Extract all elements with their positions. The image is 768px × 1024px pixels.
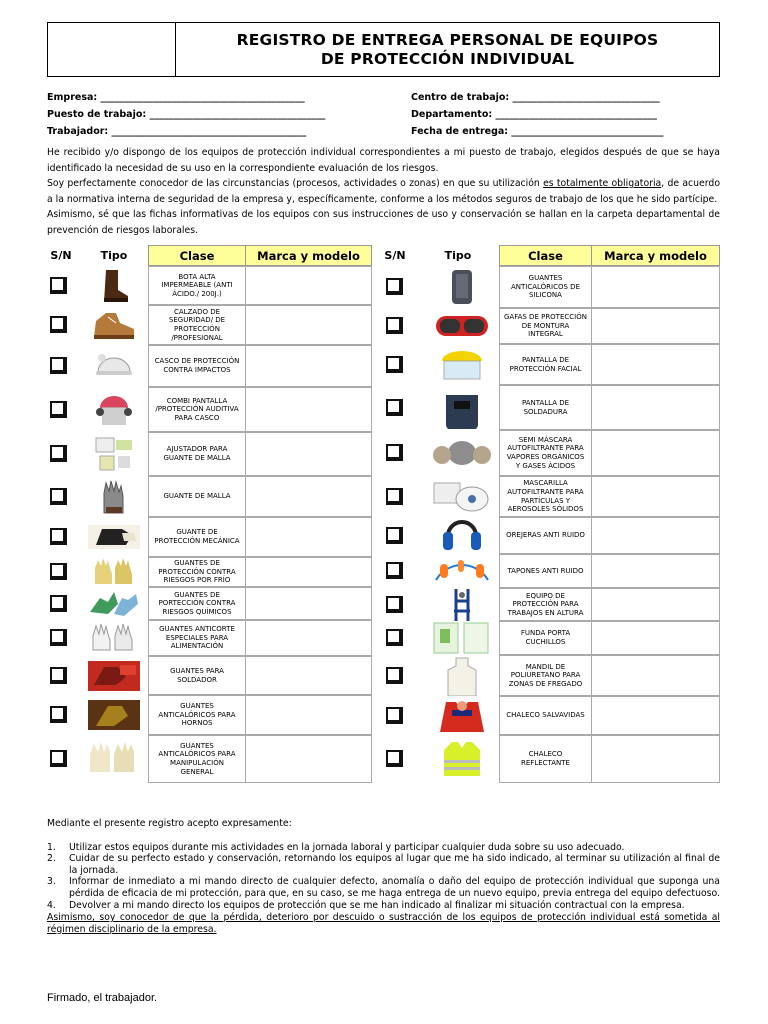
- checkbox-right-12[interactable]: [386, 750, 403, 767]
- checkbox-left-8[interactable]: [50, 595, 67, 612]
- dust-mask-icon: [428, 478, 496, 515]
- checkbox-left-9[interactable]: [50, 629, 67, 646]
- puesto-field[interactable]: Puesto de trabajo: _____________________________________: [47, 109, 326, 120]
- marca-modelo-input[interactable]: [245, 476, 372, 517]
- sn-header-right: S/N: [384, 249, 406, 262]
- clase-cell: GUANTES ANTICALÓRICOS PARA MANIPULACIÓN GENERAL: [148, 735, 246, 783]
- clase-cell: CASCO DE PROTECCIÓN CONTRA IMPACTOS: [148, 345, 246, 387]
- intro-paragraph-1: He recibido y/o dispongo de los equipos de protección individual correspondientes a mi puesto de trabajo, elegidos después de que se haya identificado la necesidad de su uso en la correspondiente evaluación de los riesgos.: [47, 147, 720, 174]
- checkbox-right-2[interactable]: [386, 356, 403, 373]
- marca-modelo-input[interactable]: [591, 517, 720, 554]
- clase-cell: FUNDA PORTA CUCHILLOS: [499, 621, 592, 655]
- earplugs-icon: [428, 556, 496, 586]
- marca-header-right: Marca y modelo: [591, 245, 720, 266]
- earmuffs-icon: [428, 519, 496, 552]
- checkbox-right-0[interactable]: [386, 278, 403, 295]
- checkbox-right-1[interactable]: [386, 317, 403, 334]
- helmet-shield-icon: [84, 389, 144, 430]
- checkbox-left-5[interactable]: [50, 488, 67, 505]
- clase-cell: GUANTES PARA SOLDADOR: [148, 656, 246, 695]
- clase-cell: GUANTES ANTICORTE ESPECIALES PARA ALIMENTACIÓN: [148, 620, 246, 656]
- acceptance-item: 3. Informar de inmediato a mi mando directo de cualquier defecto, anomalía o daño del equipo de protección individual que suponga una pérdida de eficacia de mi protección, para que, en su caso, se me haga entrega de un nuevo equipo, previa entrega del equipo defectuoso.: [47, 876, 720, 899]
- checkbox-left-0[interactable]: [50, 277, 67, 294]
- checkbox-right-6[interactable]: [386, 527, 403, 544]
- checkbox-right-5[interactable]: [386, 488, 403, 505]
- marca-modelo-input[interactable]: [591, 430, 720, 476]
- clase-cell: BOTA ALTA IMPERMEABLE (ANTI ÁCIDO./ 200J.): [148, 266, 246, 305]
- fecha-field[interactable]: Fecha de entrega: ________________________________: [411, 126, 664, 137]
- welding-mask-icon: [428, 387, 496, 428]
- shoe-icon: [84, 307, 144, 343]
- checkbox-right-3[interactable]: [386, 399, 403, 416]
- harness-icon: [428, 590, 496, 619]
- marca-modelo-input[interactable]: [245, 557, 372, 587]
- chemical-glove-icon: [84, 589, 144, 618]
- clase-cell: PANTALLA DE SOLDADURA: [499, 385, 592, 430]
- marca-header-left: Marca y modelo: [245, 245, 372, 266]
- acceptance-item: 4. Devolver a mi mando directo los equipos de protección que se me han indicado al finalizar mi situación contractual con la empresa.: [47, 899, 685, 911]
- acceptance-section: [47, 818, 720, 935]
- clase-cell: AJUSTADOR PARA GUANTE DE MALLA: [148, 432, 246, 476]
- handling-glove-icon: [84, 737, 144, 781]
- marca-modelo-input[interactable]: [591, 735, 720, 783]
- marca-modelo-input[interactable]: [591, 621, 720, 655]
- document-header: [47, 22, 720, 77]
- marca-modelo-input[interactable]: [245, 620, 372, 656]
- clase-cell: TAPONES ANTI RUIDO: [499, 554, 592, 588]
- acceptance-lead: Mediante el presente registro acepto expresamente:: [47, 818, 292, 829]
- clase-cell: CALZADO DE SEGURIDAD/ DE PROTECCIÓN /PROFESIONAL: [148, 305, 246, 345]
- centro-field[interactable]: Centro de trabajo: _______________________________: [411, 92, 660, 103]
- marca-modelo-input[interactable]: [245, 695, 372, 735]
- marca-modelo-input[interactable]: [591, 554, 720, 588]
- acceptance-item: 1. Utilizar estos equipos durante mis actividades en la jornada laboral y participar cualquier duda sobre su uso adecuado.: [47, 841, 625, 853]
- helmet-icon: [84, 347, 144, 385]
- intro-text: [47, 145, 720, 238]
- mechanical-glove-icon: [84, 519, 144, 555]
- welder-glove-icon: [84, 658, 144, 693]
- trabajador-field[interactable]: Trabajador: _________________________________________: [47, 126, 307, 137]
- marca-modelo-input[interactable]: [245, 587, 372, 620]
- checkbox-left-4[interactable]: [50, 445, 67, 462]
- title-line-1: REGISTRO DE ENTREGA PERSONAL DE EQUIPOS: [236, 30, 659, 49]
- checkbox-right-11[interactable]: [386, 707, 403, 724]
- title-line-2: DE PROTECCIÓN INDIVIDUAL: [320, 49, 575, 68]
- mesh-adjuster-icon: [84, 434, 144, 474]
- checkbox-right-9[interactable]: [386, 629, 403, 646]
- logo-placeholder: [48, 23, 176, 76]
- oven-glove-icon: [84, 697, 144, 733]
- half-mask-icon: [428, 432, 496, 474]
- marca-modelo-input[interactable]: [591, 476, 720, 517]
- tipo-header-left: Tipo: [100, 249, 128, 262]
- signature-line: Firmado, el trabajador.: [47, 992, 158, 1004]
- clase-cell: SEMI MÁSCARA AUTOFILTRANTE PARA VAPORES ORGÁNICOS Y GASES ÁCIDOS: [499, 430, 592, 476]
- intro-paragraph-2: Soy perfectamente conocedor de las circunstancias (procesos, actividades o zonas) en que su utilización es totalmente obligatoria, de acuerdo a la normativa interna de seguridad de la empresa y, específicamente, conforme a los métodos seguros de trabajo de los que he sido partícipe.: [47, 178, 721, 205]
- life-vest-icon: [428, 698, 496, 733]
- checkbox-left-10[interactable]: [50, 667, 67, 684]
- marca-modelo-input[interactable]: [591, 344, 720, 385]
- checkbox-left-3[interactable]: [50, 401, 67, 418]
- marca-modelo-input[interactable]: [245, 345, 372, 387]
- clase-header-left: Clase: [148, 245, 246, 266]
- legal-notice: Asimismo, soy conocedor de que la pérdida, deterioro por descuido o sustracción de los equipos de protección individual está sometida al régimen disciplinario de la empresa.: [47, 912, 720, 935]
- clase-cell: COMBI PANTALLA /PROTECCIÓN AUDITIVA PARA CASCO: [148, 387, 246, 432]
- clase-cell: GUANTES DE PROTECCIÓN CONTRA RIESGOS POR FRÍO: [148, 557, 246, 587]
- marca-modelo-input[interactable]: [245, 735, 372, 783]
- document-title: [176, 23, 719, 76]
- cold-glove-icon: [84, 559, 144, 585]
- checkbox-left-12[interactable]: [50, 750, 67, 767]
- clase-cell: GAFAS DE PROTECCIÓN DE MONTURA INTEGRAL: [499, 308, 592, 344]
- checkbox-right-10[interactable]: [386, 667, 403, 684]
- obligatoria-text: es totalmente obligatoria: [543, 178, 662, 189]
- empresa-field[interactable]: Empresa: ___________________________________________: [47, 92, 305, 103]
- marca-modelo-input[interactable]: [245, 432, 372, 476]
- clase-cell: GUANTE DE MALLA: [148, 476, 246, 517]
- clase-cell: GUANTES ANTICALÓRICOS PARA HORNOS: [148, 695, 246, 735]
- cut-glove-icon: [84, 622, 144, 654]
- clase-cell: GUANTES DE PORTECCIÓN CONTRA RIESGOS QUÍMICOS: [148, 587, 246, 620]
- marca-modelo-input[interactable]: [245, 387, 372, 432]
- checkbox-right-7[interactable]: [386, 562, 403, 579]
- mesh-glove-icon: [84, 478, 144, 515]
- departamento-field[interactable]: Departamento: __________________________________: [411, 109, 657, 120]
- clase-cell: GUANTES ANTICALÓRICOS DE SILICONA: [499, 266, 592, 308]
- marca-modelo-input[interactable]: [591, 385, 720, 430]
- clase-cell: CHALECO SALVAVIDAS: [499, 696, 592, 735]
- marca-modelo-input[interactable]: [245, 656, 372, 695]
- checkbox-right-4[interactable]: [386, 444, 403, 461]
- checkbox-left-6[interactable]: [50, 528, 67, 545]
- face-shield-icon: [428, 346, 496, 383]
- reflective-vest-icon: [428, 737, 496, 781]
- marca-modelo-input[interactable]: [591, 308, 720, 344]
- marca-modelo-input[interactable]: [591, 266, 720, 308]
- checkbox-left-7[interactable]: [50, 563, 67, 580]
- intro-paragraph-3: Asimismo, sé que las fichas informativas de los equipos con sus instrucciones de uso y conservación se hallan en la carpeta departamental de prevención de riesgos laborales.: [47, 209, 720, 236]
- boot-icon: [84, 268, 144, 303]
- checkbox-left-11[interactable]: [50, 706, 67, 723]
- clase-cell: GUANTE DE PROTECCIÓN MECÁNICA: [148, 517, 246, 557]
- goggles-icon: [428, 310, 496, 342]
- tipo-header-right: Tipo: [444, 249, 472, 262]
- marca-modelo-input[interactable]: [245, 517, 372, 557]
- clase-cell: EQUIPO DE PROTECCIÓN PARA TRABAJOS EN ALTURA: [499, 588, 592, 621]
- checkbox-left-2[interactable]: [50, 357, 67, 374]
- clase-cell: OREJERAS ANTI RUIDO: [499, 517, 592, 554]
- clase-header-right: Clase: [499, 245, 592, 266]
- clase-cell: MANDIL DE POLIURETANO PARA ZONAS DE FREGADO: [499, 655, 592, 696]
- checkbox-right-8[interactable]: [386, 596, 403, 613]
- marca-modelo-input[interactable]: [591, 696, 720, 735]
- clase-cell: MASCARILLA AUTOFILTRANTE PARA PARTÍCULAS Y AEROSOLES SÓLIDOS: [499, 476, 592, 517]
- checkbox-left-1[interactable]: [50, 316, 67, 333]
- marca-modelo-input[interactable]: [591, 588, 720, 621]
- marca-modelo-input[interactable]: [245, 305, 372, 345]
- clase-cell: PANTALLA DE PROTECCIÓN FACIAL: [499, 344, 592, 385]
- sn-header-left: S/N: [50, 249, 72, 262]
- marca-modelo-input[interactable]: [591, 655, 720, 696]
- silicone-glove-icon: [428, 268, 496, 306]
- acceptance-item: 2. Cuidar de su perfecto estado y conservación, retornando los equipos al lugar que me ha sido indicado, al terminar su utilización al final de la jornada.: [47, 853, 720, 876]
- apron-icon: [428, 657, 496, 694]
- marca-modelo-input[interactable]: [245, 266, 372, 305]
- knife-sheath-icon: [428, 623, 496, 653]
- clase-cell: CHALECO REFLECTANTE: [499, 735, 592, 783]
